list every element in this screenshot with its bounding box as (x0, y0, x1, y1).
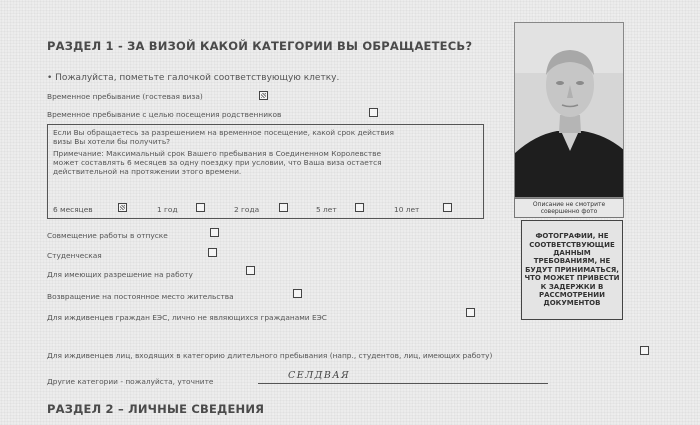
family-visit-label: Временное пребывание с целью посещения родственников (47, 110, 282, 119)
duration-option-1-year-checkbox[interactable] (196, 203, 205, 212)
long-stay-dependants-label: Для иждивенцев лиц, входящих в категорию длительного пребывания (напр., студентов, лиц, имеющих работу) (47, 351, 493, 360)
applicant-photo (514, 22, 624, 198)
duration-option-2-years-label: 2 года (234, 205, 260, 214)
eea-dependants-checkbox[interactable] (466, 308, 475, 317)
work-permit-label: Для имеющих разрешение на работу (47, 270, 193, 279)
student-label: Студенческая (47, 251, 102, 260)
section2-title: РАЗДЕЛ 2 – ЛИЧНЫЕ СВЕДЕНИЯ (47, 402, 265, 416)
duration-option-2-years-checkbox[interactable] (279, 203, 288, 212)
work-permit-checkbox[interactable] (246, 266, 255, 275)
duration-option-5-years-label: 5 лет (316, 205, 337, 214)
duration-option-6-months-checkbox[interactable] (118, 203, 127, 212)
duration-note-line1: Примечание: Максимальный срок Вашего пребывания в Соединенном Королевстве (53, 149, 382, 158)
duration-note-line2: может составлять 6 месяцев за одну поездку при условии, что Ваша виза остается (53, 158, 382, 167)
instruction-text: • Пожалуйста, пометьте галочкой соответствующую клетку. (47, 73, 340, 83)
student-checkbox[interactable] (208, 248, 217, 257)
section1-title: РАЗДЕЛ 1 - ЗА ВИЗОЙ КАКОЙ КАТЕГОРИИ ВЫ ОБРАЩАЕТЕСЬ? (47, 39, 473, 53)
duration-option-1-year-label: 1 год (157, 205, 178, 214)
temporary-stay-checkbox[interactable] (259, 91, 268, 100)
temporary-stay-label: Временное пребывание (гостевая виза) (47, 92, 203, 101)
other-category-label: Другие категории - пожалуйста, уточните (47, 377, 214, 386)
eea-dependants-label: Для иждивенцев граждан ЕЭС, лично не являющихся гражданами ЕЭС (47, 313, 327, 322)
photo-caption-box (514, 198, 624, 218)
duration-option-10-years-label: 10 лет (394, 205, 420, 214)
photo-warning-text: ФОТОГРАФИИ, НЕ СООТВЕТСТВУЮЩИЕ ДАННЫМ ТРЕБОВАНИЯМ, НЕ БУДУТ ПРИНИМАТЬСЯ, ЧТО МОЖЕТ ПРИВЕСТИ К ЗАДЕРЖКИ В РАССМОТРЕНИИ ДОКУМЕНТОВ (524, 232, 620, 308)
working-holiday-checkbox[interactable] (210, 228, 219, 237)
returning-resident-checkbox[interactable] (293, 289, 302, 298)
other-category-line (258, 383, 548, 384)
duration-option-10-years-checkbox[interactable] (443, 203, 452, 212)
family-visit-checkbox[interactable] (369, 108, 378, 117)
long-stay-dependants-checkbox[interactable] (640, 346, 649, 355)
photo-caption: Описание не смотрите совершенно фото (532, 201, 606, 215)
duration-question-line1: Если Вы обращаетесь за разрешением на временное посещение, какой срок действия (53, 128, 394, 137)
working-holiday-label: Совмещение работы в отпуске (47, 231, 168, 240)
duration-option-6-months-label: 6 месяцев (53, 205, 93, 214)
duration-question-line2: визы Вы хотели бы получить? (53, 137, 171, 146)
photo-warning-box (521, 220, 623, 320)
returning-resident-label: Возвращение на постоянное место жительства (47, 292, 234, 301)
other-category-value[interactable]: СЕЛДВАЯ (288, 370, 351, 381)
applicant-portrait-image (515, 23, 624, 198)
duration-option-5-years-checkbox[interactable] (355, 203, 364, 212)
duration-note-line3: действительной на протяжении этого времени. (53, 167, 242, 176)
